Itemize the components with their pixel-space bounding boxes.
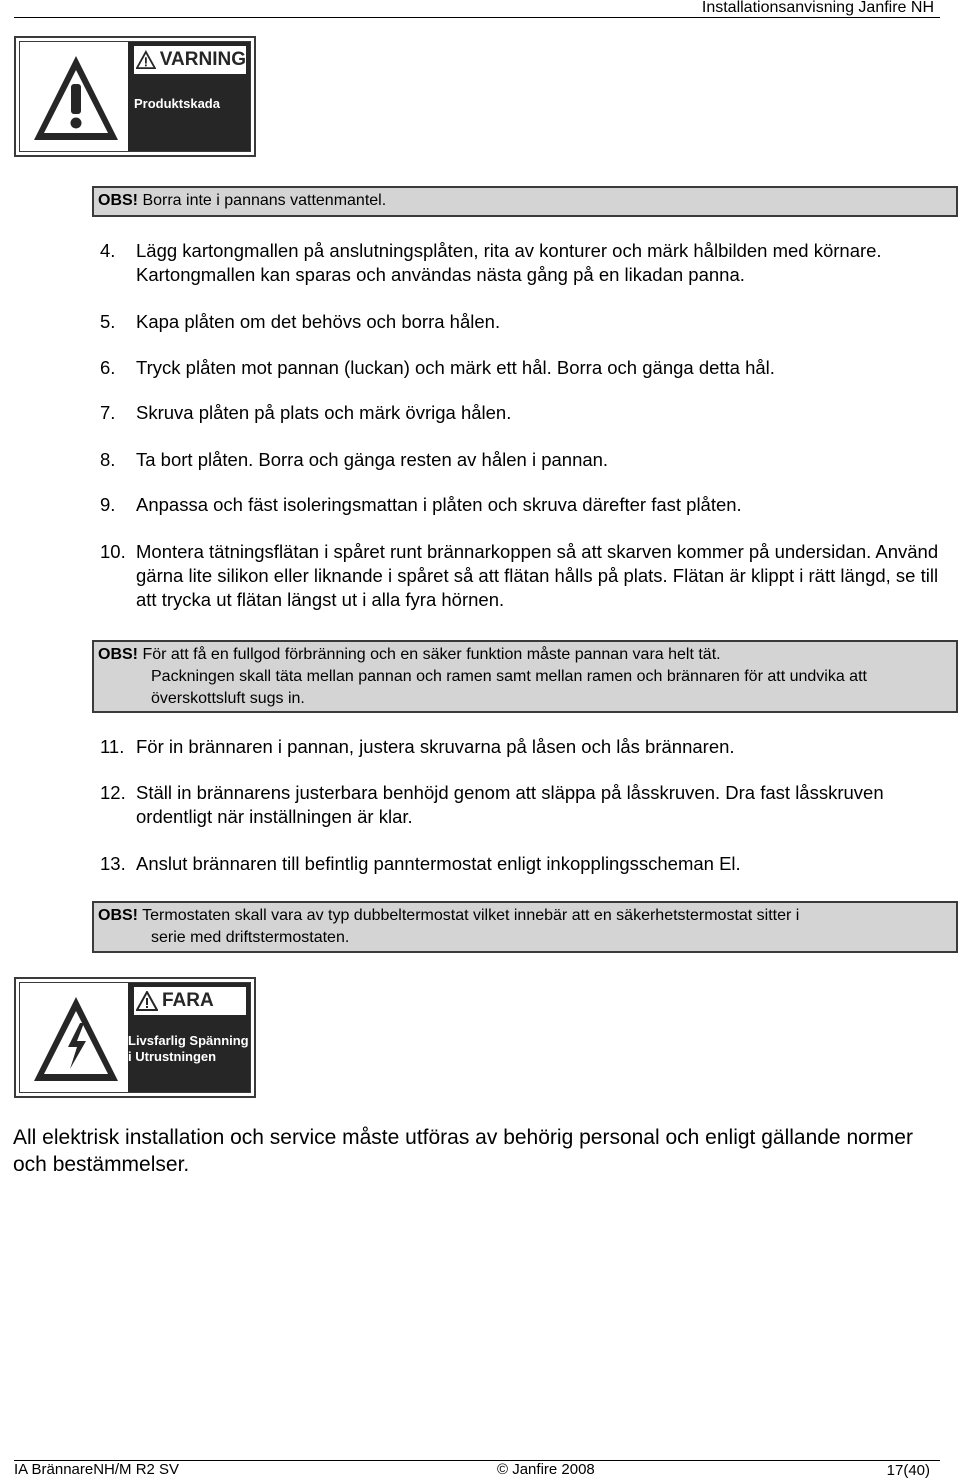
warning-sign <box>14 36 256 157</box>
item-text: Ställ in brännarens justerbara benhöjd genom att släppa på låsskruven. Dra fast låsskruven ordentligt när inställningen är klar. <box>136 782 884 827</box>
list-item <box>100 310 948 334</box>
obs-text-continued: serie med driftstermostaten. <box>151 929 350 946</box>
item-text: Skruva plåten på plats och märk övriga hålen. <box>136 402 512 423</box>
item-text: Anpassa och fäst isoleringsmattan i plåten och skruva därefter fast plåten. <box>136 494 742 515</box>
small-warning-icon <box>136 991 158 1011</box>
obs-text-continued: Packningen skall täta mellan pannan och ramen samt mellan ramen och brännaren för att undvika att överskottsluft sugs in. <box>151 668 867 707</box>
danger-panel <box>128 983 250 1092</box>
item-text: Ta bort plåten. Borra och gänga resten av hålen i pannan. <box>136 449 609 470</box>
obs-note-2 <box>92 640 958 713</box>
document-header-title: Installationsanvisning Janfire NH <box>701 0 934 16</box>
list-item <box>100 356 948 380</box>
closing-paragraph: All elektrisk installation och service måste utföras av behörig personal och enligt gällande normer och bestämmelser. <box>13 1126 913 1176</box>
header-divider <box>14 17 940 18</box>
item-number: 12. <box>100 782 126 803</box>
exclamation-triangle-icon <box>20 42 128 151</box>
item-text: Lägg kartongmallen på anslutningsplåten, rita av konturer och märk hålbilden med körnare. Kartongmallen kan sparas och användas nästa gång på en likadan panna. <box>136 240 882 285</box>
item-text: Anslut brännaren till befintlig panntermostat enligt inkopplingsscheman El. <box>136 853 741 874</box>
obs-note-3 <box>92 901 958 953</box>
item-number: 6. <box>100 357 116 378</box>
list-item <box>100 239 948 287</box>
warning-heading <box>134 46 246 74</box>
list-item <box>100 852 948 876</box>
danger-subtitle-line2: i Utrustningen <box>128 1049 217 1064</box>
item-number: 5. <box>100 311 116 332</box>
item-text: Tryck plåten mot pannan (luckan) och märk ett hål. Borra och gänga detta hål. <box>136 357 775 378</box>
obs-text: Borra inte i pannans vattenmantel. <box>142 192 387 209</box>
danger-subtitle-line1: Livsfarlig Spänning <box>128 1033 249 1048</box>
high-voltage-triangle-icon <box>20 983 128 1092</box>
obs-text: För att få en fullgod förbränning och en säker funktion måste pannan vara helt tät. <box>142 646 721 663</box>
item-number: 7. <box>100 402 116 423</box>
warning-heading-text: VARNING <box>159 49 246 70</box>
item-number: 9. <box>100 494 116 515</box>
footer-page-number: 17(40) <box>886 1462 930 1479</box>
item-number: 8. <box>100 449 116 470</box>
danger-heading <box>134 987 246 1015</box>
item-number: 13. <box>100 853 126 874</box>
small-warning-icon <box>136 50 156 70</box>
list-item <box>100 540 948 612</box>
list-item <box>100 448 948 472</box>
footer-copyright: © Janfire 2008 <box>497 1461 595 1478</box>
item-text: Kapa plåten om det behövs och borra hålen. <box>136 311 501 332</box>
item-number: 10. <box>100 541 126 562</box>
obs-label: OBS! <box>98 907 138 924</box>
obs-label: OBS! <box>98 192 138 209</box>
item-text: Montera tätningsflätan i spåret runt brännarkoppen så att skarven kommer på undersidan. Använd gärna lite silikon eller liknande i spåret så att flätan hålls på plats. Flätan är klippt i rätt längd, se till att trycka ut flätan längst ut i alla fyra hörnen. <box>136 541 939 610</box>
obs-text: Termostaten skall vara av typ dubbeltermostat vilket innebär att en säkerhetstermostat sitter i <box>142 907 800 924</box>
warning-panel <box>128 42 250 151</box>
danger-sign <box>14 977 256 1098</box>
item-text: För in brännaren i pannan, justera skruvarna på låsen och lås brännaren. <box>136 736 735 757</box>
footer-doc-id: IA BrännareNH/M R2 SV <box>14 1461 180 1478</box>
list-item <box>100 781 948 829</box>
list-item <box>100 493 948 517</box>
danger-heading-text: FARA <box>162 990 214 1011</box>
warning-subtitle: Produktskada <box>134 96 220 111</box>
item-number: 4. <box>100 240 116 261</box>
item-number: 11. <box>100 736 125 757</box>
list-item <box>100 401 948 425</box>
obs-note-1 <box>92 186 958 217</box>
obs-label: OBS! <box>98 646 138 663</box>
list-item <box>100 735 948 759</box>
